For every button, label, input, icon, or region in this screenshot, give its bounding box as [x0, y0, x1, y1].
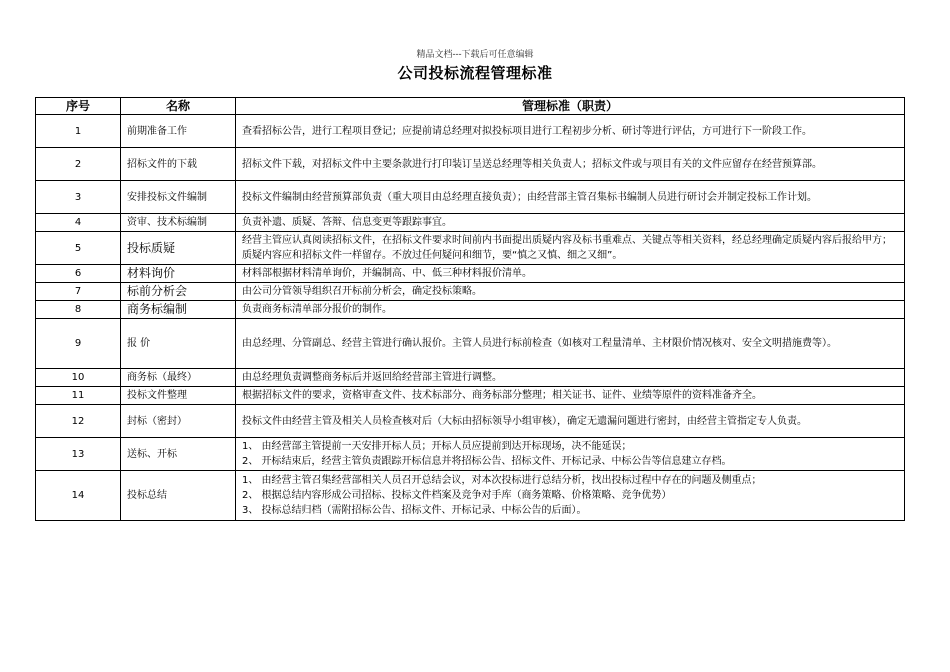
column-header-name: 名称 [121, 98, 236, 115]
standard-line: 负责商务标清单部分报价的制作。 [242, 304, 392, 315]
row-standard [236, 369, 905, 387]
table-header-row [36, 98, 905, 115]
row-name: 标前分析会 [121, 283, 236, 301]
row-number: 1 [36, 115, 121, 148]
row-standard [236, 438, 905, 471]
table-row [36, 148, 905, 181]
standard-line: 3、 投标总结归档（需附招标公告、招标文件、开标记录、中标公告的后面）。 [242, 505, 587, 516]
standard-line: 由总经理负责调整商务标后并返回给经营部主管进行调整。 [242, 372, 502, 383]
row-number: 12 [36, 405, 121, 438]
standard-line: 由公司分管领导组织召开标前分析会，确定投标策略。 [242, 286, 482, 297]
row-standard [236, 181, 905, 214]
standard-line: 投标文件编制由经营预算部负责（重大项目由总经理直接负责）；由经营部主管召集标书编制人员进行研讨会并制定投标工作计划。 [242, 191, 817, 203]
standard-line: 负责补遗、质疑、答辩、信息变更等跟踪事宜。 [242, 217, 452, 228]
table-row [36, 438, 905, 471]
table-row [36, 319, 905, 369]
row-number: 7 [36, 283, 121, 301]
table-row [36, 283, 905, 301]
row-name: 前期准备工作 [121, 115, 236, 148]
row-standard [236, 265, 905, 283]
row-standard [236, 471, 905, 521]
standard-line: 1、 由经营主管召集经营部相关人员召开总结会议，对本次投标进行总结分析，找出投标过程中存在的问题及侧重点； [242, 475, 762, 486]
row-name: 商务标（最终） [121, 369, 236, 387]
standard-line: 招标文件下载，对招标文件中主要条款进行打印装订呈送总经理等相关负责人；招标文件或与项目有关的文件应留存在经营预算部。 [242, 158, 822, 170]
standard-line: 根据招标文件的要求，资格审查文件、技术标部分、商务标部分整理；相关证书、证件、业绩等原件的资料准备齐全。 [242, 390, 762, 401]
column-header-number: 序号 [36, 98, 121, 115]
row-number: 10 [36, 369, 121, 387]
row-standard [236, 319, 905, 369]
row-name: 招标文件的下载 [121, 148, 236, 181]
table-row [36, 405, 905, 438]
table-row [36, 214, 905, 232]
standard-line: 投标文件由经营主管及相关人员检查核对后（大标由招标领导小组审核），确定无遗漏问题进行密封，由经营主管指定专人负责。 [242, 415, 807, 427]
row-number: 2 [36, 148, 121, 181]
table-row [36, 232, 905, 265]
standard-line: 2、 开标结束后，经营主管负责跟踪开标信息并将招标公告、招标文件、开标记录、中标公告等信息建立存档。 [242, 456, 732, 467]
table-row [36, 181, 905, 214]
row-name: 投标总结 [121, 471, 236, 521]
row-name: 封标（密封） [121, 405, 236, 438]
row-standard [236, 387, 905, 405]
row-number: 5 [36, 232, 121, 265]
row-name: 商务标编制 [121, 301, 236, 319]
standard-line: 1、 由经营部主管提前一天安排开标人员；开标人员应提前到达开标现场，决不能延误； [242, 441, 632, 452]
document-title: 公司投标流程管理标准 [397, 64, 553, 82]
row-number: 14 [36, 471, 121, 521]
table-row [36, 115, 905, 148]
row-number: 8 [36, 301, 121, 319]
row-standard [236, 405, 905, 438]
row-name: 资审、技术标编制 [121, 214, 236, 232]
row-name: 投标文件整理 [121, 387, 236, 405]
row-number: 6 [36, 265, 121, 283]
standard-line: 经营主管应认真阅读招标文件，在招标文件要求时间前内书面提出质疑内容及标书重难点、关键点等相关资料，经总经理确定质疑内容后报给甲方；质疑内容应和招标文件一样留存。不放过任何疑问和细节，要“慎之又慎、细之又细”。 [242, 235, 892, 261]
row-number: 11 [36, 387, 121, 405]
table-row [36, 387, 905, 405]
row-standard [236, 214, 905, 232]
row-name: 安排投标文件编制 [121, 181, 236, 214]
table-body [36, 115, 905, 521]
table-row [36, 301, 905, 319]
row-name: 报 价 [121, 319, 236, 369]
header-note: 精品文档---下载后可任意编辑 [416, 50, 534, 60]
row-name: 送标、开标 [121, 438, 236, 471]
row-standard [236, 283, 905, 301]
table-row [36, 369, 905, 387]
column-header-standard: 管理标准（职责） [236, 98, 905, 115]
row-standard [236, 232, 905, 265]
standard-line: 由总经理、分管副总、经营主管进行确认报价。主管人员进行标前检查（如核对工程量清单、主材限价情况核对、安全文明措施费等）。 [242, 338, 837, 349]
row-name: 材料询价 [121, 265, 236, 283]
row-standard [236, 148, 905, 181]
row-standard [236, 115, 905, 148]
table-row [36, 471, 905, 521]
standard-line: 2、 根据总结内容形成公司招标、投标文件档案及竞争对手库（商务策略、价格策略、竞争优势） [242, 490, 672, 501]
standard-line: 材料部根据材料清单询价，并编制高、中、低三种材料报价清单。 [242, 268, 532, 279]
row-number: 9 [36, 319, 121, 369]
row-standard [236, 301, 905, 319]
row-name: 投标质疑 [121, 232, 236, 265]
standard-line: 查看招标公告，进行工程项目登记；应提前请总经理对拟投标项目进行工程初步分析、研讨等进行评估，方可进行下一阶段工作。 [242, 125, 812, 137]
row-number: 13 [36, 438, 121, 471]
table-row [36, 265, 905, 283]
standards-table [35, 97, 905, 521]
row-number: 3 [36, 181, 121, 214]
row-number: 4 [36, 214, 121, 232]
